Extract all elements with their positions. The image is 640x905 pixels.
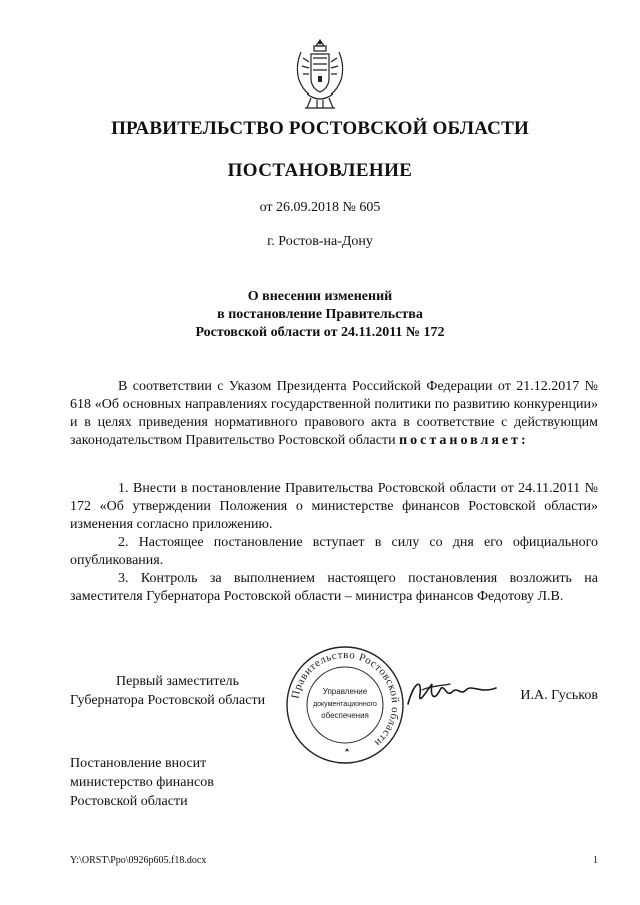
- submitting-body-line: Ростовской области: [70, 794, 188, 809]
- subject-line: Ростовской области от 24.11.2011 № 172: [195, 325, 445, 340]
- document-subject: [0, 288, 640, 342]
- svg-text:Правительство Ростовской облас: Правительство Ростовской области: [289, 648, 402, 750]
- resolution-item: 1. Внести в постановление Правительства Ростовской области от 24.11.2011 № 172 «Об утверждении Положения о министерстве финансов Ростовской области» изменения согласно приложению.: [70, 481, 598, 532]
- resolution-items: [70, 480, 598, 606]
- preamble-paragraph: [70, 378, 598, 450]
- submitting-body-note: [70, 754, 214, 811]
- signer-position-line: Первый заместитель: [116, 674, 240, 689]
- subject-line: в постановление Правительства: [217, 307, 423, 322]
- svg-text:Управление: Управление: [322, 687, 368, 696]
- preamble-text: В соответствии с Указом Президента Российской Федерации от 21.12.2017 № 618 «Об основных направлениях государственной политики по развитию конкуренции» и в целях приведения нормативного правового акта в соответствие с действующим законодательством Правительство Ростовской области: [70, 379, 598, 448]
- document-type: ПОСТАНОВЛЕНИЕ: [227, 160, 413, 181]
- preamble: [70, 378, 598, 450]
- signer-position: [70, 672, 265, 710]
- signer-name: И.А. Гуськов: [520, 688, 598, 703]
- resolution-item: 2. Настоящее постановление вступает в силу со дня его официального опубликования.: [70, 535, 598, 568]
- submitting-body-line: министерство финансов: [70, 775, 214, 790]
- svg-text:обеспечения: обеспечения: [321, 711, 369, 720]
- resolution-item: 3. Контроль за выполнением настоящего постановления возложить на заместителя Губернатора Ростовской области – министра финансов Федотову Л.В.: [70, 571, 598, 604]
- svg-text:документационного: документационного: [313, 701, 377, 708]
- document-place: г. Ростов-на-Дону: [267, 234, 373, 249]
- page-number: 1: [593, 855, 598, 866]
- signer-position-line: Губернатора Ростовской области: [70, 693, 266, 708]
- official-stamp: [284, 644, 406, 766]
- document-date-number: от 26.09.2018 № 605: [259, 200, 381, 215]
- submitting-body-line: Постановление вносит: [70, 756, 207, 771]
- resolves-word: постановляет:: [399, 433, 529, 448]
- subject-line: О внесении изменений: [247, 289, 393, 304]
- organization-title: ПРАВИТЕЛЬСТВО РОСТОВСКОЙ ОБЛАСТИ: [111, 118, 529, 139]
- coat-of-arms-emblem: [293, 38, 347, 110]
- file-path: Y:\ORST\Ppo\0926p605.f18.docx: [70, 855, 207, 866]
- handwritten-signature: [400, 672, 500, 712]
